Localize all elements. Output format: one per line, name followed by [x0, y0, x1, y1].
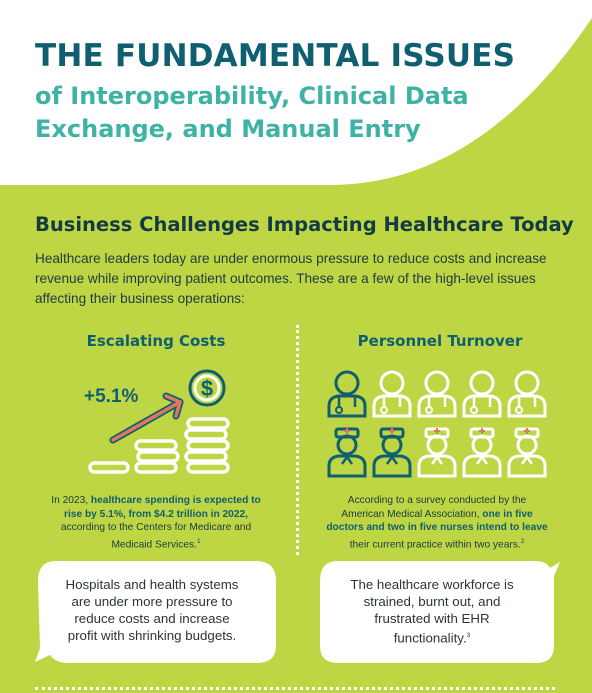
- costs-stat: In 2023, healthcare spending is expected to rise by 5.1%, from $4.2 trillion in 2022, according to the Centers for Medicare and Medicaid Services.$^1$: [51, 495, 261, 550]
- healthcare-workers-icon: [325, 366, 555, 482]
- personnel-turnover-title: Personnel Turnover: [357, 332, 523, 350]
- intro-paragraph: Healthcare leaders today are under enormous pressure to reduce costs and increase revenue while improving patient outcomes. These are a few of the high-level issues affecting their business operations:: [35, 251, 547, 306]
- bottom-divider: [35, 687, 555, 690]
- page-subtitle: of Interoperability, Clinical Data Exchange, and Manual Entry: [35, 82, 469, 143]
- section-heading: Business Challenges Impacting Healthcare Today: [35, 213, 574, 236]
- growth-percent-label: +5.1%: [84, 386, 139, 407]
- turnover-bubble-text: The healthcare workforce is strained, burnt out, and frustrated with EHR functionality.$^3$: [350, 577, 514, 646]
- costs-bubble-text: Hospitals and health systems are under more pressure to reduce costs and increase profit with shrinking budgets.: [65, 577, 239, 643]
- column-divider: [296, 325, 299, 555]
- dollar-icon: $: [200, 376, 214, 401]
- page-title: THE FUNDAMENTAL ISSUES: [35, 38, 516, 74]
- turnover-stat: According to a survey conducted by the American Medical Association, one in five doctors and two in five nurses intend to leave their current practice within two years.$^2$: [326, 495, 548, 550]
- escalating-costs-title: Escalating Costs: [86, 332, 226, 350]
